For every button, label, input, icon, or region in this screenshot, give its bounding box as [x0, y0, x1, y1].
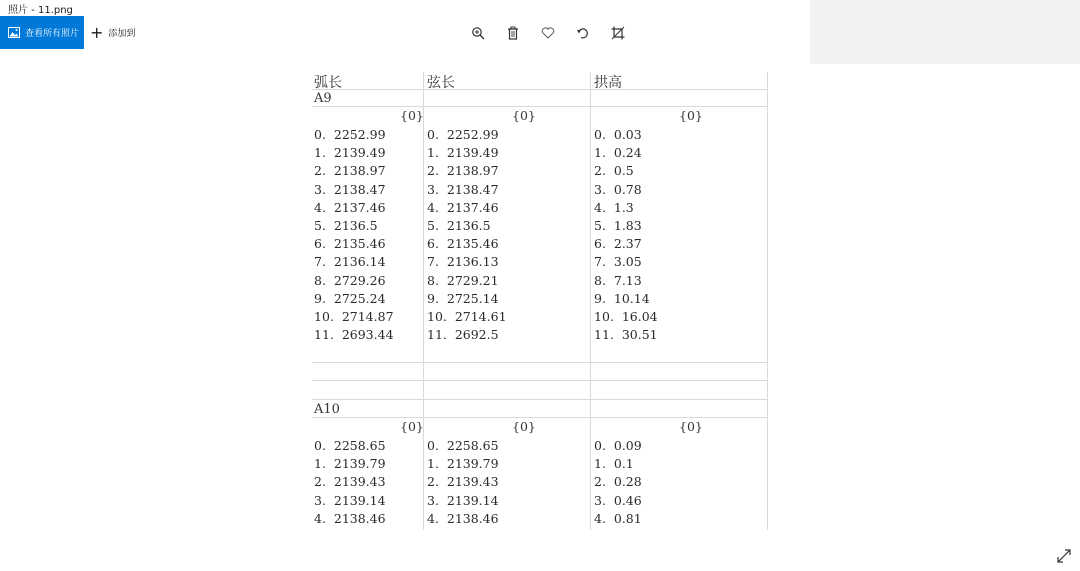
table-cell: 3. 2139.14: [427, 492, 499, 508]
row-divider: [312, 399, 768, 400]
header-arc-length: 弧长: [314, 75, 342, 91]
table-cell: 6. 2135.46: [427, 236, 499, 252]
table-cell: 5. 2136.5: [427, 217, 491, 233]
table-cell: 10. 2714.87: [314, 308, 394, 324]
photos-icon: [8, 27, 20, 38]
arch-height-values-a9: [594, 126, 658, 344]
table-cell: 3. 2139.14: [314, 492, 386, 508]
table-cell: 0. 0.03: [594, 127, 642, 142]
header-arch-height: 拱高: [594, 75, 622, 91]
table-cell: 2. 2138.97: [427, 163, 499, 179]
row-divider: [312, 89, 768, 90]
section-label: A9: [314, 91, 332, 106]
table-cell: 10. 16.04: [594, 308, 658, 324]
zero-marker: {0}: [679, 108, 703, 123]
table-cell: 4. 2138.46: [314, 510, 386, 526]
table-cell: 4. 2138.46: [427, 510, 499, 526]
table-cell: 4. 2137.46: [314, 199, 386, 215]
favorite-icon[interactable]: [530, 16, 565, 49]
table-cell: 5. 1.83: [594, 217, 642, 233]
chord-length-values-a10: [427, 437, 499, 528]
table-cell: 9. 2725.14: [427, 290, 499, 306]
row-divider: [312, 106, 768, 107]
table-cell: 1. 2139.49: [314, 145, 386, 161]
crop-icon[interactable]: [600, 16, 635, 49]
table-cell: 2. 2138.97: [314, 163, 386, 179]
zero-marker: {0}: [400, 419, 424, 434]
header-chord-length: 弦长: [427, 75, 455, 91]
table-cell: 0. 0.09: [594, 438, 642, 453]
table-cell: 1. 2139.49: [427, 145, 499, 161]
table-cell: 5. 2136.5: [314, 217, 378, 233]
table-cell: 3. 2138.47: [427, 181, 499, 197]
arc-length-values-a10: [314, 437, 386, 528]
window-title: 照片 - 11.png: [8, 5, 73, 16]
zero-marker: {0}: [400, 108, 424, 123]
zero-marker: {0}: [679, 419, 703, 434]
zoom-in-icon[interactable]: [460, 16, 495, 49]
table-cell: 1. 2139.79: [427, 456, 499, 472]
section-label: A10: [314, 402, 340, 417]
fullscreen-expand-icon[interactable]: [1056, 548, 1072, 564]
table-cell: 6. 2135.46: [314, 236, 386, 252]
table-cell: 11. 30.51: [594, 327, 658, 343]
arc-length-values-a9: [314, 126, 394, 344]
table-cell: 2. 0.5: [594, 163, 634, 179]
table-cell: 0. 2252.99: [314, 127, 386, 142]
chord-length-values-a9: [427, 126, 507, 344]
row-divider: [312, 362, 768, 363]
table-cell: 8. 2729.21: [427, 272, 499, 288]
table-cell: 8. 2729.26: [314, 272, 386, 288]
toolbar: [0, 16, 810, 49]
add-to-label: 添加到: [108, 29, 136, 39]
add-to-button[interactable]: [90, 16, 135, 49]
table-cell: 2. 2139.43: [314, 474, 386, 490]
side-panel: [810, 0, 1080, 64]
table-cell: 1. 0.1: [594, 456, 634, 472]
column-divider: [767, 72, 768, 530]
view-all-photos-label: 查看所有照片: [25, 29, 80, 39]
table-cell: 3. 2138.47: [314, 181, 386, 197]
delete-icon[interactable]: [495, 16, 530, 49]
rotate-icon[interactable]: [565, 16, 600, 49]
table-cell: 3. 0.78: [594, 181, 642, 197]
document-image: [312, 72, 768, 530]
table-cell: 10. 2714.61: [427, 308, 507, 324]
column-divider: [423, 72, 424, 530]
table-cell: 7. 2136.13: [427, 254, 499, 270]
table-cell: 1. 0.24: [594, 145, 642, 161]
table-cell: 11. 2693.44: [314, 327, 394, 343]
table-cell: 9. 2725.24: [314, 290, 386, 306]
table-cell: 0. 2258.65: [314, 438, 386, 453]
plus-icon: +: [90, 22, 104, 42]
row-divider: [312, 380, 768, 381]
column-divider: [590, 72, 591, 530]
table-cell: 4. 0.81: [594, 510, 642, 526]
table-cell: 8. 7.13: [594, 272, 642, 288]
arch-height-values-a10: [594, 437, 642, 528]
table-cell: 9. 10.14: [594, 290, 650, 306]
table-cell: 6. 2.37: [594, 236, 642, 252]
table-cell: 2. 2139.43: [427, 474, 499, 490]
table-cell: 3. 0.46: [594, 492, 642, 508]
table-cell: 7. 2136.14: [314, 254, 386, 270]
view-all-photos-button[interactable]: [0, 16, 84, 49]
table-cell: 0. 2252.99: [427, 127, 499, 142]
table-cell: 4. 2137.46: [427, 199, 499, 215]
zero-marker: {0}: [512, 419, 536, 434]
zero-marker: {0}: [512, 108, 536, 123]
table-cell: 4. 1.3: [594, 199, 634, 215]
table-cell: 11. 2692.5: [427, 327, 499, 343]
table-cell: 2. 0.28: [594, 474, 642, 490]
table-cell: 7. 3.05: [594, 254, 642, 270]
table-cell: 0. 2258.65: [427, 438, 499, 453]
row-divider: [312, 417, 768, 418]
table-cell: 1. 2139.79: [314, 456, 386, 472]
